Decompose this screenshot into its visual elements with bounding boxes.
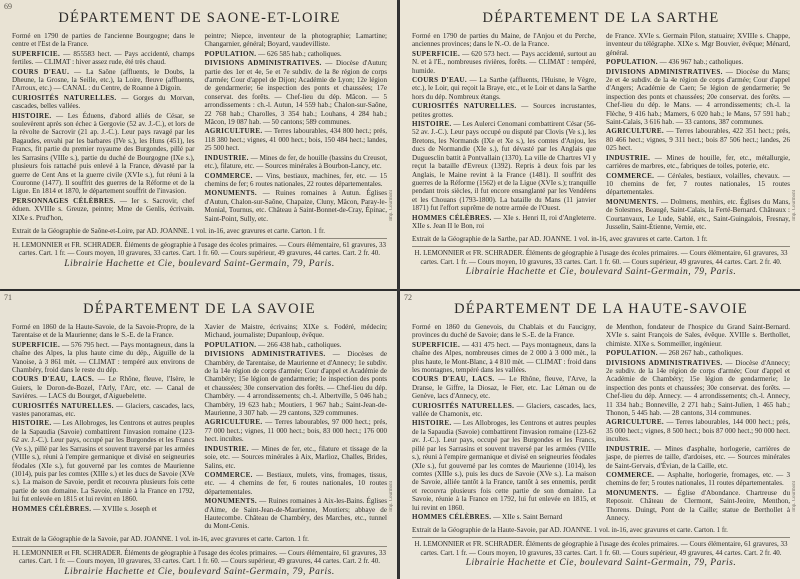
section-text: — Diocèses de Chambéry, de Tarentaise, de Maurienne et d'Annecy; 1e subdiv. de la 14e région de corps d'armée; Cour d'appel et Académie de Chambéry; 15e légion de gendarmerie; 1e inspection des ponts et chaussées; 30e conservation des forêts. — Chef-lieu du dép. Chambéry. — 4 arrondissements; ch.-l. Albertville, 5 046 hab.; Chambéry, 19 623 hab.; Moutiers, 1 967 hab.; Saint-Jean-de-Maurienne, 3 307 hab. — 29 cantons, 329 communes. xyxy=(204,350,387,418)
section-paragraph xyxy=(606,172,790,197)
section-paragraph xyxy=(606,471,790,488)
section-text: — Mines de houille, fer, etc., métallurgie, carrières de marbres, etc., fabriques de toiles, poterie, etc. xyxy=(606,153,790,171)
section-paragraph xyxy=(606,359,790,418)
section-text: — Diocèse d'Autun; partie des 1er et 4e, 5e et 7e subdiv. de la 8e région de corps d'armée; Cour d'appel de Dijon; Académie de Lyon; 12e légion de gendarmerie; 6e inspection des ponts et chaussées; 17e conservat. des forêts. — Chef-lieu du dép. Mâcon. — 5 arrondissements : ch.-l. Autun, 14 559 hab.; Chalon-sur-Saône, 22 768 hab.; Charolles, 3 354 hab.; Louhans, 4 284 hab.; Mâcon, 19 087 hab. — 50 cantons; 589 communes. xyxy=(204,59,387,127)
section-paragraph xyxy=(205,341,388,349)
section-paragraph xyxy=(205,50,388,58)
section-paragraph xyxy=(205,418,388,443)
section-text: Xavier de Maistre, écrivains; XIXe s. Fodéré, médecin; Michaud, journaliste; Dupanloup, évêque. xyxy=(204,323,387,340)
section-paragraph xyxy=(606,127,790,152)
section-heading: CURIOSITÉS NATURELLES. xyxy=(412,401,515,410)
text-columns xyxy=(412,32,790,232)
section-text: — 268 267 hab., catholiques. xyxy=(659,349,743,358)
section-paragraph xyxy=(205,189,388,223)
section-paragraph xyxy=(606,445,790,470)
extract-note: Extrait de la Géographie de Saône-et-Loire, par AD. JOANNE. 1 vol. in-16, avec gravures et carte. Carton. 1 fr. xyxy=(12,226,325,235)
section-heading: PERSONNAGES CÉLÈBRES. xyxy=(12,196,116,205)
section-heading: DIVISIONS ADMINISTRATIVES. xyxy=(606,67,723,76)
section-heading: HISTOIRE. xyxy=(412,120,452,129)
card-number: 71 xyxy=(4,293,12,302)
section-text: — Mines de fer, de houille (bassins du Creusot, etc.), filature, etc. — Sources minérales à Bourbon-Lancy, etc. xyxy=(204,153,387,171)
section-text: — 576 795 hect. — Pays montagneux, dans la chaîne des Alpes, la plus haute cime du dép., Aiguille de la Vanoise, à 3 861 mèt. — CLIMAT : tempéré aux environs de Chambéry, froid dans le reste du dép. xyxy=(12,340,195,375)
section-text: Formé en 1860 du Genevois, du Chablais et du Faucigny, provinces du duché de Savoie; dans le S.-E. de la France. xyxy=(412,323,596,340)
section-heading: HOMMES CÉLÈBRES. xyxy=(412,512,492,521)
section-paragraph xyxy=(12,112,195,196)
section-paragraph xyxy=(12,505,195,513)
section-paragraph xyxy=(205,172,388,189)
section-paragraph xyxy=(205,59,388,126)
section-text: — Terres labourables, 97 000 hect.; prés, 77 000 hect.; vignes, 11 000 hect.; bois, 83 000 hect.; 176 000 hect. incultes. xyxy=(204,418,387,444)
footer xyxy=(12,546,387,577)
extract-note: Extrait de la Géographie de la Sarthe, par AD. JOANNE. 1 vol. in-16, avec gravures et carte. Carton. 1 fr. xyxy=(412,235,708,244)
section-heading: AGRICULTURE. xyxy=(606,127,664,136)
printer-mark: Imp. Courmont xyxy=(389,481,394,512)
publisher-line: Librairie Hachette et Cie, boulevard Saint-Germain, 79, Paris. xyxy=(64,566,335,577)
text-column xyxy=(412,32,596,232)
section-text: — La Sarthe (affluents, l'Huisne, le Vègre, etc.), le Loir, qui reçoit la Braye, etc., et le Loir et dans la Sarthe hors du dép. Nombreux étangs. xyxy=(412,76,596,101)
section-paragraph xyxy=(606,68,790,127)
section-paragraph xyxy=(205,471,388,496)
section-text: de France. XVIe s. Germain Pilon, statuaire; XVIIIe s. Chappe, inventeur du télégraphe. XIXe s. Mgr Bouvier, évêque; Ménard, général. xyxy=(606,32,790,57)
section-heading: COMMERCE. xyxy=(204,470,253,479)
section-heading: INDUSTRIE. xyxy=(606,444,651,453)
section-paragraph xyxy=(412,76,596,101)
section-heading: POPULATION. xyxy=(204,49,257,58)
section-text: — XIe s. Henri II, roi d'Angleterre. XIIe s. Jean II le Bon, roi xyxy=(412,213,596,230)
section-text: Formé en 1790 de parties de l'ancienne Bourgogne; dans le centre et l'Est de la France. xyxy=(12,32,195,49)
section-heading: COMMERCE. xyxy=(606,470,655,479)
section-heading: INDUSTRIE. xyxy=(606,153,651,162)
section-text: — Terres labourables, 144 000 hect.; prés, 35 000 hect.; vignes, 8 500 hect.; bois 87 000 hect.; 90 000 hect. incultes. xyxy=(606,418,790,444)
section-paragraph xyxy=(12,50,195,67)
section-text: — Glaciers, cascades, lacs, vallée de Chamonix, etc. xyxy=(412,401,596,419)
footer xyxy=(412,537,790,568)
section-text: — Ier s. Sacrovir, chef éduen. XVIIIe s. Greuze, peintre; Mme de Genlis, écrivain. XIXe s. Prud'hon, xyxy=(12,196,195,222)
section-heading: AGRICULTURE. xyxy=(606,418,664,427)
text-columns xyxy=(412,323,790,523)
card-savoie xyxy=(0,291,397,579)
section-text: — Ruines romaines à Aix-les-Bains. Églises d'Aime, de Saint-Jean-de-Maurienne, Moutiers; abbaye de Hautecombe. Château de Chambéry, des Marches, etc., tunnel du Mont-Cenis. xyxy=(204,497,387,531)
section-text: — Terres labourables, 422 351 hect.; prés, 80 466 hect.; vignes, 9 311 hect.; bois 87 506 hect.; landes, 26 025 hect. xyxy=(606,127,790,153)
section-paragraph xyxy=(412,375,596,400)
section-heading: POPULATION. xyxy=(204,340,257,349)
section-heading: HISTOIRE. xyxy=(12,419,52,428)
card-number: 72 xyxy=(404,293,412,302)
section-text: — La Saône (affluents, le Doubs, la Dheune, la Grosne, la Seille, etc.), la Loire, fleuve (affluents, l'Arroux, etc.) — CANAL : du Centre, de Roanne à Digoin. xyxy=(12,67,195,93)
section-text: — 620 573 hect. — Pays accidenté, surtout au N. et à l'E., nombreuses rivières, forêts. — CLIMAT : tempéré, humide. xyxy=(412,49,596,75)
section-text: — 266 438 hab., catholiques. xyxy=(258,340,342,349)
footer-credits: H. LEMONNIER et FR. SCHRADER. Éléments de géographie à l'usage des écoles primaires. — Cours élémentaire, 61 gravures, 33 cartes. Cart. 1 fr. — Cours moyen, 10 gravures, 33 cartes. Cart. 1 fr. 60. — Cours supérieur, 49 gravures, 44 cartes. Cart. 2 fr. 40. xyxy=(13,240,386,258)
section-heading: INDUSTRIE. xyxy=(204,153,249,162)
section-heading: HISTOIRE. xyxy=(12,111,52,120)
footer xyxy=(412,246,790,277)
section-heading: COMMERCE. xyxy=(606,171,655,180)
section-paragraph xyxy=(205,350,388,417)
text-column xyxy=(606,32,790,232)
section-text: — Gorges du Morvan, cascades, belles vallées. xyxy=(12,93,195,111)
section-paragraph xyxy=(205,323,388,340)
section-text: — 626 585 hab.; catholiques. xyxy=(258,49,342,58)
section-text: — Les Aulerci Cenomani combattirent César (56-52 av. J.-C.). Leur pays occupé ou disputé par Clovis (Ve s.), les Bretons, les Normands (IXe et Xe s.), les comtes d'Anjou, les ducs de Normandie (XIe s.), fut dévasté par les Anglais que Duguesclin battit à Pontvallain (1370). La ville de Chartres VI y reçut la bataille d'Evreux (1392). Repris à deux fois par les Anglais, le Maine revint à la France (1481). Il souffrit des guerres de la Réforme (1562) et de la Ligue (XVIe s.); tranquille pendant trois siècles, il fut encore ensanglanté par les Vendéens et les Chouans (1793-1800). La bataille du Mans (11 janvier 1871) fut l'effort suprême de notre armée de l'Ouest. xyxy=(412,120,596,213)
section-text: — Église d'Abondance. Chartreuse du Reposoir. Château de Clermont, Saint-Jeoire, Menthon, Thorens. Duingt, Pont de la Caille; statue de Berthollet à Annecy. xyxy=(606,488,790,522)
section-text: — Vins, bestiaux, machines, fer, etc. — 15 chemins de fer; 6 routes nationales, 22 routes départementales. xyxy=(204,171,387,188)
section-heading: MONUMENTS. xyxy=(204,497,257,506)
section-text: — Le Rhône, fleuve, l'Arve, la Dranse, le Giffre, la Diosaz, le Fier, etc. Lac Léman ou de Genève, lacs d'Annecy, etc. xyxy=(412,375,596,401)
section-paragraph xyxy=(12,94,195,111)
section-paragraph xyxy=(606,198,790,232)
printer-mark: Imp. Courmont xyxy=(389,190,394,221)
section-heading: HOMMES CÉLÈBRES. xyxy=(412,213,492,222)
section-heading: DIVISIONS ADMINISTRATIVES. xyxy=(204,59,322,68)
section-text: — Glaciers, cascades, lacs, vastes panoramas, etc. xyxy=(12,401,195,419)
footer xyxy=(12,238,387,269)
section-paragraph xyxy=(412,323,596,340)
section-heading: MONUMENTS. xyxy=(606,488,659,497)
section-text: — Céréales, bestiaux, volailles, chevaux. — 10 chemins de fer, 7 routes nationales, 15 routes départementales. xyxy=(606,171,790,197)
section-heading: COURS D'EAU, LACS. xyxy=(412,375,495,384)
text-column xyxy=(606,323,790,523)
extract-note: Extrait de la Géographie de la Haute-Savoie, par AD. JOANNE. 1 vol. in-16, avec gravures et carte. Carton. 1 fr. xyxy=(412,526,728,535)
section-paragraph xyxy=(606,58,790,66)
section-heading: HISTOIRE. xyxy=(412,419,452,428)
text-column xyxy=(205,323,388,532)
footer-credits: H. LEMONNIER et FR. SCHRADER. Éléments de géographie à l'usage des écoles primaires. — Cours élémentaire, 61 gravures, 33 cartes. Cart. 1 fr. — Cours moyen, 10 gravures, 33 cartes. Cart. 1 fr. 60. — Cours supérieur, 49 gravures, 44 cartes. Cart. 2 fr. 40. xyxy=(414,249,788,266)
section-text: — Terres labourables, 434 800 hect.; prés, 118 380 hect.; vignes, 41 000 hect.; bois, 150 484 hect.; landes, 25 500 hect. xyxy=(204,127,387,153)
text-columns xyxy=(12,32,387,224)
section-heading: COURS D'EAU. xyxy=(412,76,467,85)
section-text: — Les Allobroges, les Centrons et autres peuples de la Sapaudia (Savoie) combattirent l'invasion romaine (123-62 av. J.-C.). Leur pays, occupé par les Burgondes et les Francs (Ve s.), pillé par les Sarrasins et souvent traversé par les armées (VIIIe s.), réuni à l'empire germanique et divisé en seigneuries féodales (XIe s.), fut gouverné par les comtes de Maurienne (1014), puis par les comtes (XIIIe s.) et les ducs de Savoie (XVe s.). La maison de Savoie, perdit et recouvra plusieurs fois cette partie de son domaine. La Savoie, réunie à la France en 1792, lui fut enlevée en 1815 et lui revint en 1860. xyxy=(12,419,195,504)
section-heading: INDUSTRIE. xyxy=(204,444,249,453)
section-heading: MONUMENTS. xyxy=(204,189,257,198)
section-paragraph xyxy=(12,323,195,340)
publisher-line: Librairie Hachette et Cie, boulevard Saint-Germain, 79, Paris. xyxy=(64,258,335,269)
section-heading: CURIOSITÉS NATURELLES. xyxy=(12,93,117,102)
section-text: — Le Rhône, fleuve, l'Isère, le Guiers, le Doron-de-Bozel, l'Arly, l'Arc, etc. — Canal de Savières. — LACS du Bourget, d'Aiguebelette. xyxy=(12,375,195,401)
section-text: — Mines d'asphalte, horlogerie, carrières de jaspe, de pierres de taille, d'ardoises, etc. — Sources minérales de Saint-Gervais, d'Évian, de la Caille, etc. xyxy=(606,444,790,470)
section-text: — Les Éduens, d'abord alliés de César, se soulevèrent après son échec à Gergovie (52 av. J.-C.), et lors de la révolte de Sacrovir (21 ap. J.-C.). Leur pays ravagé par les Bagaudes, envahi par les barbares (IVe s.), les Huns (451), les Francs, fit partie du premier royaume des Burgondes, pillé par les Sarrasins (VIIIe s.), partie du duché de Bourgogne (IXe s.), plusieurs fois rattaché puis enlevé à la France, dévasté par la guerre de Cent Ans et la guerre civile (XVIe s.), fut réuni à la Couronne (1477). Il souffrit des guerres de la Réforme et de la Ligue. En 1814 et 1870, le département souffrit de l'invasion. xyxy=(12,111,195,196)
text-column xyxy=(12,323,195,532)
card-number: 69 xyxy=(4,2,12,11)
section-heading: DIVISIONS ADMINISTRATIVES. xyxy=(204,350,326,359)
section-text: — Dolmens, menhirs, etc. Églises du Mans, de Solesmes, Beaugé, Saint-Calais, la Ferté-Bernard. Châteaux : Courtanvaux, Le Lude, Sablé, etc., Saint-Guingalois, Fresnay, Jusselin, Saint-Étienne, Vernie, etc. xyxy=(606,197,790,231)
section-heading: SUPERFICIE. xyxy=(412,49,461,58)
section-paragraph xyxy=(606,489,790,523)
section-text: de Menthon, fondateur de l'hospice du Grand Saint-Bernard. XVIe s. saint François de Sales, évêque. XVIIIe s. Berthollet, chimiste. XIXe s. Sommeiller, ingénieur. xyxy=(606,323,790,348)
section-text: — XVIIIe s. Joseph et xyxy=(93,504,157,513)
card-title: DÉPARTEMENT DE SAONE-ET-LOIRE xyxy=(58,10,341,26)
section-paragraph xyxy=(205,154,388,171)
section-heading: DIVISIONS ADMINISTRATIVES. xyxy=(606,358,723,367)
card-saone-et-loire xyxy=(0,0,397,289)
section-paragraph xyxy=(12,68,195,93)
section-paragraph xyxy=(606,154,790,171)
section-paragraph xyxy=(412,513,596,521)
section-text: — Mines de fer, etc., filature et tissage de la soie, etc. — Sources minérales à Aix, Marlioz, Challes, Brides, Salins, etc. xyxy=(204,444,387,470)
section-text: — 436 967 hab.; catholiques. xyxy=(659,58,744,67)
section-text: — Diocèse d'Annecy; 2e subdiv. de la 14e région de corps d'armée; Cour d'appel et Académie de Chambéry; 15e légion de gendarmerie; 1e inspection des ponts et chaussées; 30e conservat. des forêts. — Chef-lieu du dép. Annecy. — 4 arrondissements; ch.-l. Annecy, 11 334 hab.; Bonneville, 2 271 hab.; Saint-Julien, 1 465 hab.; Thonon, 5 445 hab. — 28 cantons, 314 communes. xyxy=(606,358,790,418)
section-heading: SUPERFICIE. xyxy=(12,49,61,58)
section-heading: AGRICULTURE. xyxy=(204,127,263,136)
footer-credits: H. LEMONNIER et FR. SCHRADER. Éléments de géographie à l'usage des écoles primaires. — Cours élémentaire, 61 gravures, 33 cartes. Cart. 1 fr. — Cours moyen, 10 gravures, 33 cartes. Cart. 1 fr. 60. — Cours supérieur, 49 gravures, 44 cartes. Cart. 2 fr. 40. xyxy=(414,540,788,557)
section-heading: CURIOSITÉS NATURELLES. xyxy=(412,102,517,111)
section-text: Formé en 1790 de parties du Maine, de l'Anjou et du Perche, anciennes provinces; dans le N.-O. de la France. xyxy=(412,32,596,49)
section-heading: HOMMES CÉLÈBRES. xyxy=(12,504,92,513)
section-text: — Bestiaux, mulets, vins, fromages, tissus, etc. — 4 chemins de fer, 6 routes nationales, 10 routes départementales. xyxy=(204,470,387,496)
section-text: — Ruines romaines à Autun. Églises d'Autun, Chalon-sur-Saône, Chapaize, Cluny, Mâcon, Paray-le-Monial, Tournus, etc. Château à Saint-Bonnet-de-Cray, Épinac, Saint-Point, Sully, etc. xyxy=(204,189,387,223)
extract-note: Extrait de la Géographie de la Savoie, par AD. JOANNE. 1 vol. in-16, avec gravures et carte. Carton. 1 fr. xyxy=(12,534,309,543)
section-text: — Asphalte, horlogerie, fromages, etc. — 3 chemins de fer; 5 routes nationales, 11 routes départementales. xyxy=(606,470,790,488)
section-text: — 855583 hect. — Pays accidenté, champs fertiles. — CLIMAT : hiver assez rude, été très chaud. xyxy=(12,49,195,67)
section-text: — 431 475 hect. — Pays montagneux, dans la chaîne des Alpes, nombreuses cimes de 2 000 à 3 000 mèt., la plus haute, le Mont-Blanc, à 4 810 mèt. — CLIMAT : froid dans les montagnes, tempéré dans les vallées. xyxy=(412,340,596,375)
section-paragraph xyxy=(12,402,195,419)
card-title: DÉPARTEMENT DE LA HAUTE-SAVOIE xyxy=(454,301,748,317)
card-haute-savoie xyxy=(400,291,800,579)
section-paragraph xyxy=(205,127,388,152)
section-paragraph xyxy=(205,445,388,470)
section-heading: CURIOSITÉS NATURELLES. xyxy=(12,401,114,410)
footer-credits: H. LEMONNIER et FR. SCHRADER. Éléments de géographie à l'usage des écoles primaires. — Cours élémentaire, 61 gravures, 33 cartes. Cart. 1 fr. — Cours moyen, 10 gravures, 33 cartes. Cart. 1 fr. 60. — Cours supérieur, 49 gravures, 44 cartes. Cart. 2 fr. 40. xyxy=(13,548,386,566)
section-heading: COURS D'EAU. xyxy=(12,67,70,76)
section-paragraph xyxy=(12,419,195,503)
section-heading: COURS D'EAU, LACS. xyxy=(12,375,95,384)
section-paragraph xyxy=(412,120,596,212)
section-text: — Les Allobroges, les Centrons et autres peuples de la Sapaudia (Savoie) combattirent l'invasion romaine (123-62 av. J.-C.). Leur pays, occupé par les Burgondes et les Francs, pillé par les Sarrasins et souvent traversé par les armées (VIIIe s.), réuni à l'empire germanique et divisé en seigneuries féodales (XIe s.), fut gouverné par les comtes de Maurienne (1014), les comtes (XIIIe s.), puis les ducs de Savoie (XVe s.). La maison de Savoie, alliée tantôt à la France, tantôt à ses ennemis, perdit et recouvra plusieurs fois cette partie de son domaine. La Savoie, réunie à la France en 1792, lui fut enlevée en 1815, et lui revint en 1860. xyxy=(412,419,596,512)
section-paragraph xyxy=(412,214,596,231)
text-column xyxy=(205,32,388,224)
section-text: peintre; Niepce, inventeur de la photographie; Lamartine; Changarnier, général; Boyard, vaudevilliste. xyxy=(204,32,387,49)
section-paragraph xyxy=(12,32,195,49)
section-text: — Sources incrustantes, petites grottes. xyxy=(412,102,596,119)
section-paragraph xyxy=(606,349,790,357)
text-column xyxy=(12,32,195,224)
section-paragraph xyxy=(412,402,596,419)
printer-mark: Imp. Courmont xyxy=(792,481,797,512)
section-paragraph xyxy=(412,102,596,119)
text-column xyxy=(412,323,596,523)
text-columns xyxy=(12,323,387,532)
publisher-line: Librairie Hachette et Cie, boulevard Saint-Germain, 79, Paris. xyxy=(465,267,737,278)
section-heading: AGRICULTURE. xyxy=(204,418,263,427)
section-heading: SUPERFICIE. xyxy=(412,340,461,349)
section-paragraph xyxy=(606,32,790,57)
section-text: — Diocèse du Mans; 2e et 4e subdiv. de la 4e région de corps d'armée; Cour d'appel d'Angers; Académie de Caen; 5e légion de gendarmerie; 9e inspection des ponts et chaussées; 20e conservat. des forêts. — Chef-lieu du dép. le Mans. — 4 arrondissements; ch.-l. la Flèche, 9 416 hab.; Mamers, 6 020 hab.; le Mans, 57 591 hab.; Saint-Calais, 3 616 hab. — 33 cantons, 387 communes. xyxy=(606,67,790,127)
section-text: Formé en 1860 de la Haute-Savoie, de la Savoie-Propre, de la Tarentaise et de la Maurienne; dans le S.-E. de la France. xyxy=(12,323,195,340)
section-paragraph xyxy=(12,341,195,375)
card-title: DÉPARTEMENT DE LA SARTHE xyxy=(482,10,720,26)
card-sarthe xyxy=(400,0,800,289)
section-paragraph xyxy=(606,418,790,443)
section-paragraph xyxy=(606,323,790,348)
section-heading: SUPERFICIE. xyxy=(12,340,61,349)
section-paragraph xyxy=(205,32,388,49)
section-paragraph xyxy=(12,197,195,222)
section-paragraph xyxy=(12,375,195,400)
section-paragraph xyxy=(412,419,596,511)
section-heading: COMMERCE. xyxy=(204,171,253,180)
section-paragraph xyxy=(412,50,596,75)
section-heading: MONUMENTS. xyxy=(606,197,659,206)
section-text: — XIIe s. Saint Bernard xyxy=(493,512,563,521)
printer-mark: Imp. Courmont xyxy=(792,190,797,221)
section-paragraph xyxy=(412,32,596,49)
section-heading: POPULATION. xyxy=(606,58,658,67)
card-title: DÉPARTEMENT DE LA SAVOIE xyxy=(83,301,316,317)
section-paragraph xyxy=(205,497,388,531)
section-paragraph xyxy=(412,341,596,375)
section-heading: POPULATION. xyxy=(606,349,658,358)
publisher-line: Librairie Hachette et Cie, boulevard Saint-Germain, 79, Paris. xyxy=(465,558,737,569)
